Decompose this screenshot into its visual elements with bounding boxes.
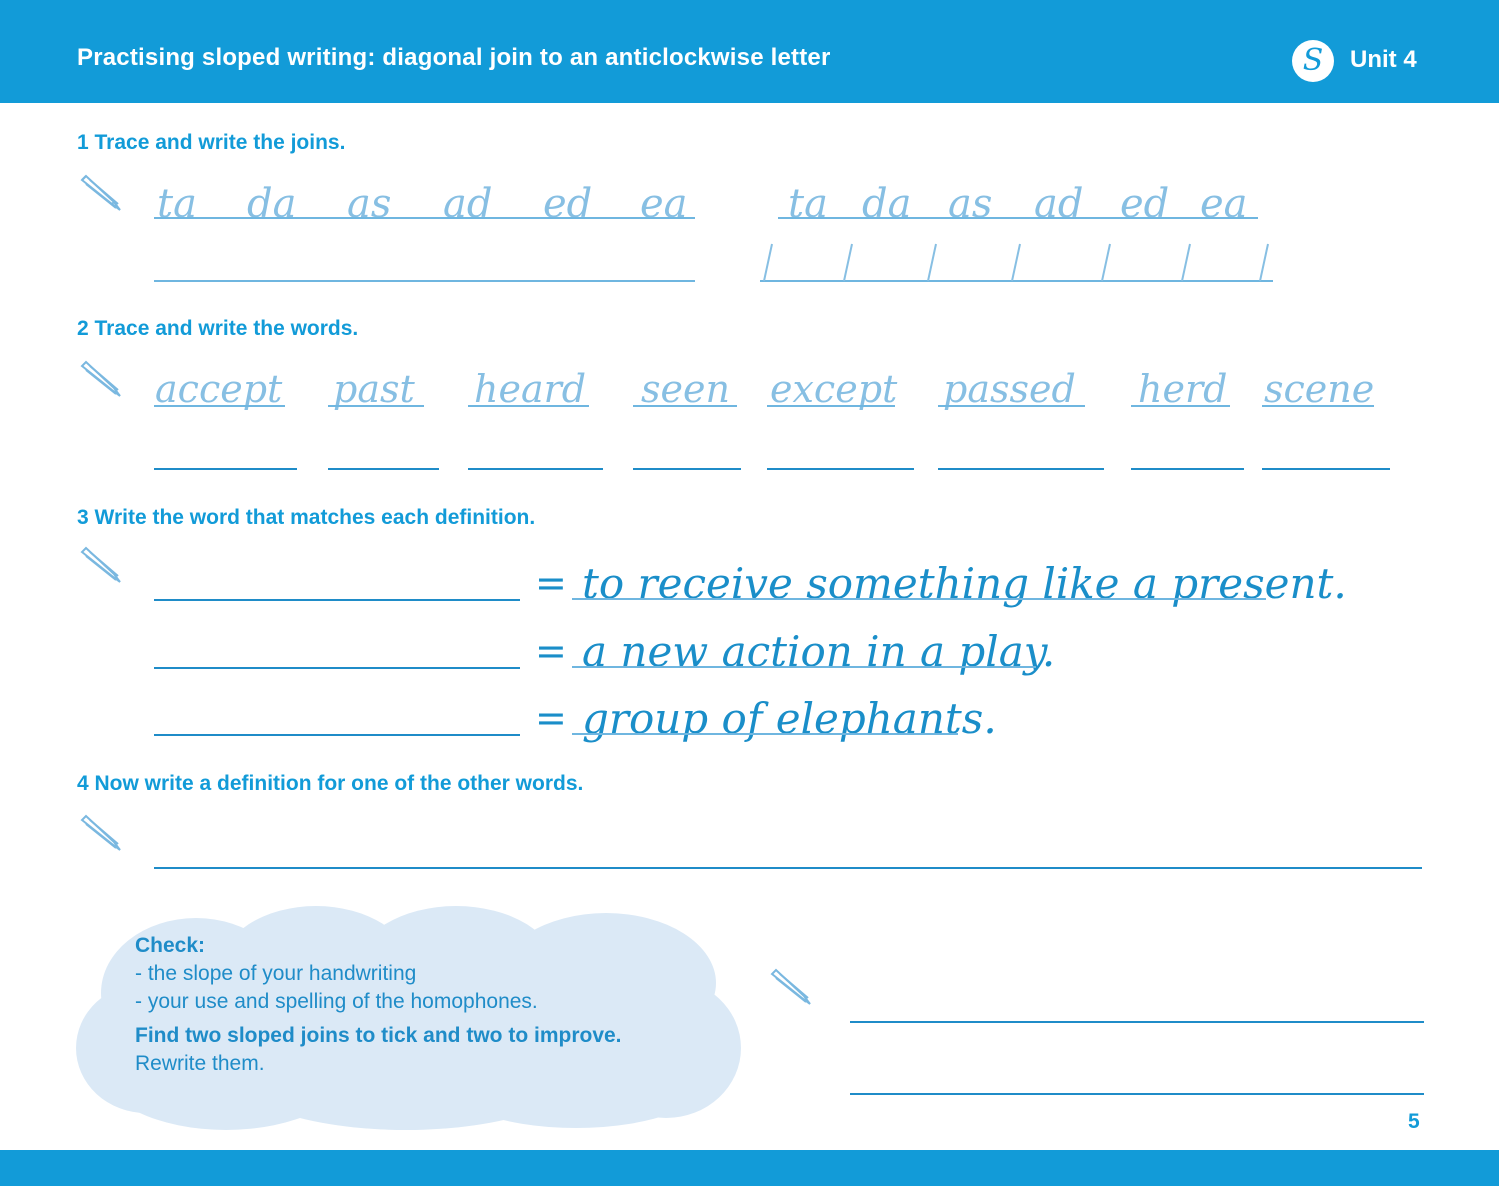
word-trace: heard bbox=[474, 367, 587, 411]
slope-guide-lines bbox=[760, 240, 1275, 284]
word-trace: past bbox=[333, 367, 415, 411]
check-item: - your use and spelling of the homophones. bbox=[135, 990, 538, 1013]
writing-line[interactable] bbox=[767, 468, 914, 470]
writing-line[interactable] bbox=[154, 867, 1422, 869]
rewrite-line[interactable] bbox=[850, 1093, 1424, 1095]
answer-line[interactable] bbox=[154, 734, 520, 736]
page-number: 5 bbox=[1408, 1110, 1420, 1133]
writing-line[interactable] bbox=[154, 468, 297, 470]
join-trace: da bbox=[862, 181, 912, 227]
section-4-heading: 4 Now write a definition for one of the other words. bbox=[77, 772, 584, 795]
equals-sign: = bbox=[535, 696, 567, 740]
check-panel bbox=[135, 932, 622, 1078]
writing-line[interactable] bbox=[328, 468, 439, 470]
join-trace: ad bbox=[1034, 181, 1084, 227]
join-trace: as bbox=[347, 181, 392, 227]
trace-line bbox=[778, 217, 1258, 219]
pencil-icon bbox=[76, 812, 124, 854]
join-trace: da bbox=[247, 181, 297, 227]
trace-line bbox=[154, 405, 285, 407]
join-trace: ta bbox=[788, 181, 828, 227]
check-rewrite: Rewrite them. bbox=[135, 1052, 265, 1075]
writing-line[interactable] bbox=[154, 280, 695, 282]
trace-line bbox=[633, 405, 737, 407]
section-2-heading: 2 Trace and write the words. bbox=[77, 317, 359, 340]
join-trace: ta bbox=[157, 181, 197, 227]
trace-line bbox=[468, 405, 589, 407]
trace-line bbox=[767, 405, 895, 407]
answer-line[interactable] bbox=[154, 599, 520, 601]
definition-text: a new action in a play. bbox=[582, 627, 1056, 676]
join-trace: ea bbox=[1200, 181, 1248, 227]
word-trace: accept bbox=[155, 367, 283, 411]
footer-bar bbox=[0, 1150, 1499, 1186]
definition-line bbox=[572, 733, 958, 735]
unit-label: Unit 4 bbox=[1350, 46, 1417, 73]
trace-line bbox=[1131, 405, 1230, 407]
check-item: - the slope of your handwriting bbox=[135, 962, 417, 985]
answer-line[interactable] bbox=[154, 667, 520, 669]
page-title: Practising sloped writing: diagonal join to an anticlockwise letter bbox=[77, 44, 831, 71]
section-1-heading: 1 Trace and write the joins. bbox=[77, 131, 346, 154]
writing-line[interactable] bbox=[468, 468, 603, 470]
section-3-heading: 3 Write the word that matches each definition. bbox=[77, 506, 536, 529]
equals-sign: = bbox=[535, 629, 567, 673]
definition-text: to receive something like a present. bbox=[582, 559, 1347, 608]
writing-line[interactable] bbox=[938, 468, 1104, 470]
writing-line[interactable] bbox=[1131, 468, 1244, 470]
word-trace: scene bbox=[1264, 367, 1375, 411]
join-trace: ad bbox=[443, 181, 493, 227]
header-bar bbox=[0, 0, 1499, 103]
join-trace: ed bbox=[1120, 181, 1170, 227]
check-instruction: Find two sloped joins to tick and two to improve. bbox=[135, 1024, 622, 1047]
pencil-icon bbox=[766, 966, 814, 1008]
s-badge-icon: S bbox=[1292, 40, 1334, 82]
word-trace: except bbox=[770, 367, 898, 411]
join-trace: ed bbox=[543, 181, 593, 227]
equals-sign: = bbox=[535, 561, 567, 605]
definition-line bbox=[572, 598, 1266, 600]
pencil-icon bbox=[76, 358, 124, 400]
join-trace: as bbox=[948, 181, 993, 227]
definition-line bbox=[572, 666, 1036, 668]
trace-line bbox=[328, 405, 424, 407]
definition-text: group of elephants. bbox=[582, 694, 997, 743]
word-trace: herd bbox=[1138, 367, 1228, 411]
trace-line bbox=[154, 217, 695, 219]
trace-line bbox=[1262, 405, 1374, 407]
trace-line bbox=[938, 405, 1085, 407]
writing-line[interactable] bbox=[633, 468, 741, 470]
rewrite-line[interactable] bbox=[850, 1021, 1424, 1023]
writing-line[interactable] bbox=[1262, 468, 1390, 470]
check-title: Check: bbox=[135, 934, 206, 957]
word-trace: seen bbox=[641, 367, 730, 411]
word-trace: passed bbox=[943, 367, 1076, 411]
pencil-icon bbox=[76, 544, 124, 586]
join-trace: ea bbox=[640, 181, 688, 227]
pencil-icon bbox=[76, 172, 124, 214]
